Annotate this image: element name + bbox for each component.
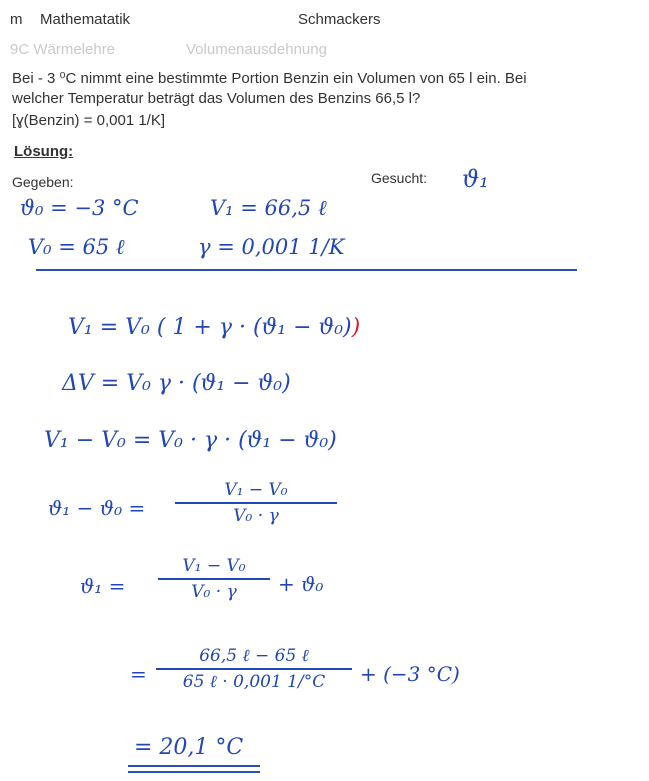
given-label: Gegeben: — [12, 174, 74, 190]
header-author: Schmackers — [298, 11, 381, 28]
equation-4-numerator: V₁ − V₀ — [224, 480, 288, 500]
result-underline-2 — [128, 771, 260, 773]
equation-5-denominator: V₀ · γ — [191, 581, 237, 602]
problem-line-2: welcher Temperatur beträgt das Volumen des Benzins 66,5 l? — [12, 90, 421, 107]
equation-3: V₁ − V₀ = V₀ · γ · (ϑ₁ − ϑ₀) — [44, 428, 337, 453]
result: = 20,1 °C — [134, 735, 244, 760]
equation-4-lhs: ϑ₁ − ϑ₀ = — [48, 496, 146, 520]
equation-5-tail: + ϑ₀ — [278, 572, 324, 596]
equation-4-fraction — [175, 480, 337, 526]
equation-5-lhs: ϑ₁ = — [80, 574, 126, 598]
given-v1: V₁ = 66,5 ℓ — [210, 196, 327, 220]
given-gamma: γ = 0,001 1/K — [198, 235, 345, 259]
given-theta0: ϑ₀ = −3 °C — [20, 196, 139, 220]
equation-6-tail: + (−3 °C) — [360, 662, 460, 686]
equation-5-fraction — [158, 556, 270, 602]
separator-line — [36, 269, 577, 271]
header-topic: 9C Wärmelehre — [10, 41, 116, 58]
fraction-bar — [175, 502, 337, 504]
fraction-bar — [158, 578, 270, 580]
solution-heading: Lösung: — [14, 143, 74, 160]
header-subtopic: Volumenausdehnung — [186, 41, 327, 58]
fraction-bar — [156, 668, 352, 670]
equation-6-fraction — [156, 646, 352, 692]
equation-1 — [68, 315, 360, 340]
result-underline-1 — [128, 765, 260, 767]
given-v0: V₀ = 65 ℓ — [28, 235, 125, 259]
equation-6-numerator: 66,5 ℓ − 65 ℓ — [199, 646, 309, 666]
equation-1-body: V₁ = V₀ ( 1 + γ · (ϑ₁ − ϑ₀) — [68, 315, 352, 340]
problem-line-3: [ɣ(Benzin) = 0,001 1/K] — [12, 112, 166, 129]
sought-label: Gesucht: — [371, 170, 428, 186]
equation-4-denominator: V₀ · γ — [233, 505, 279, 526]
equation-1-close: ) — [351, 315, 361, 340]
header-prefix: m — [10, 11, 23, 28]
problem-line-1: Bei - 3 ⁰C nimmt eine bestimmte Portion Benzin ein Volumen von 65 l ein. Bei — [12, 70, 527, 87]
equation-2: ΔV = V₀ γ · (ϑ₁ − ϑ₀) — [62, 371, 291, 396]
equation-5-numerator: V₁ − V₀ — [182, 556, 246, 576]
equation-6-denominator: 65 ℓ · 0,001 1/°C — [182, 671, 326, 692]
equation-6-lhs: = — [130, 662, 147, 686]
sought-value: ϑ₁ — [462, 165, 489, 193]
header-subject: Mathematatik — [40, 11, 131, 28]
